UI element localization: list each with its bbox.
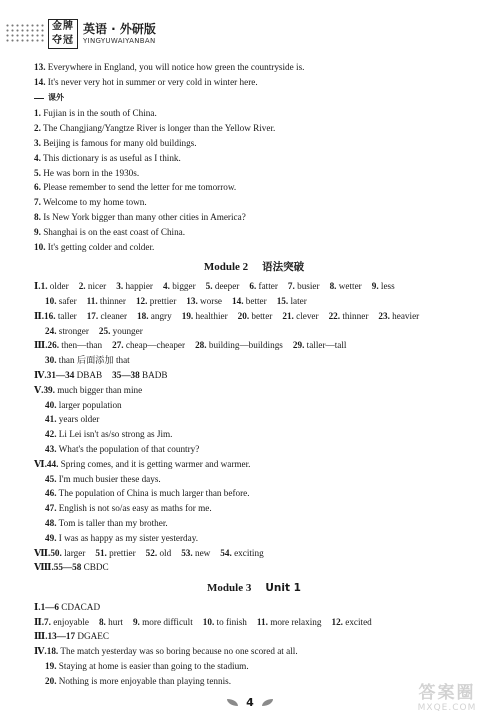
- answer-text: fatter: [258, 281, 278, 292]
- answer-line: [34, 136, 474, 151]
- question-number: 8.: [329, 281, 337, 292]
- answer-text: than 后面添加 that: [58, 355, 130, 366]
- item-number: 5.: [34, 167, 41, 178]
- answer-text: better: [245, 295, 267, 306]
- answer-line: [34, 457, 474, 472]
- question-number: 44.: [46, 458, 59, 469]
- answer-text: angry: [150, 310, 172, 321]
- answer-text: much bigger than mine: [57, 384, 143, 395]
- answer-text: The population of China is much larger than before.: [58, 488, 250, 499]
- answer-line: [34, 629, 474, 644]
- answer-text: BADB: [141, 369, 168, 380]
- answer-text: taller—tall: [306, 340, 347, 351]
- question-number: 26.: [47, 340, 59, 351]
- answer-text: prettier: [109, 547, 136, 558]
- question-number: 7.: [287, 281, 295, 292]
- answer-text: later: [290, 295, 307, 306]
- module-subtitle: Unit 1: [265, 582, 301, 595]
- question-number: 23.: [378, 310, 390, 321]
- answer-text: then—than: [61, 340, 103, 351]
- answer-line: [34, 121, 474, 136]
- brand-logo: [48, 19, 78, 49]
- section-numeral: Ⅰ.: [34, 281, 41, 292]
- answer-line: [34, 324, 474, 339]
- item-number: 1.: [34, 108, 41, 119]
- answer-text: deeper: [214, 281, 240, 292]
- question-number: 6.: [249, 281, 257, 292]
- answer-text: hurt: [108, 616, 123, 627]
- question-number: 48.: [45, 517, 57, 528]
- module-title-text: Module 2: [203, 261, 249, 274]
- question-number: 9.: [132, 616, 140, 627]
- question-number: 12.: [331, 616, 343, 627]
- answer-line: [34, 486, 474, 501]
- answer-text: larger population: [58, 399, 122, 410]
- question-number: 20.: [237, 310, 250, 321]
- answer-text: older: [49, 281, 69, 292]
- answer-line: [34, 472, 474, 487]
- answer-text: happier: [125, 281, 153, 292]
- answer-line: [34, 294, 474, 309]
- question-number: 19.: [181, 310, 194, 321]
- watermark-line2: MXQE.COM: [417, 703, 477, 713]
- question-number: 11.: [86, 295, 98, 306]
- section-numeral: Ⅷ.: [34, 562, 54, 573]
- question-number: 27.: [112, 340, 124, 351]
- site-watermark: [400, 683, 494, 719]
- answer-line: [34, 151, 474, 166]
- answer-line: [34, 615, 474, 630]
- answer-text: wetter: [338, 281, 362, 292]
- answer-text: more relaxing: [270, 616, 322, 627]
- answer-text: old: [159, 547, 172, 558]
- section-numeral: Ⅲ.: [34, 340, 48, 351]
- answer-line: [34, 309, 474, 324]
- extracurricular-heading: [34, 91, 474, 106]
- item-text: Beijing is famous for many old buildings.: [43, 137, 197, 148]
- answer-text: exciting: [234, 547, 264, 558]
- question-number: 15.: [276, 295, 289, 306]
- extracurricular-label: 课外: [48, 92, 64, 102]
- answer-text: younger: [112, 325, 143, 336]
- answer-text: more difficult: [142, 616, 193, 627]
- question-number: 45.: [45, 473, 57, 484]
- question-number: 24.: [45, 325, 57, 336]
- answer-line: [34, 353, 474, 368]
- item-text: Please remember to send the letter for me tomorrow.: [43, 182, 237, 193]
- answer-line: [34, 427, 474, 442]
- answer-text: The match yesterday was so boring because no one scored at all.: [60, 646, 298, 657]
- answer-line: [34, 644, 474, 659]
- section-numeral: Ⅶ.: [34, 547, 51, 558]
- item-text: Welcome to my home town.: [43, 197, 147, 208]
- answer-line: [34, 166, 474, 181]
- answer-text: What's the population of that country?: [58, 443, 200, 454]
- answer-text: nicer: [87, 281, 107, 292]
- answer-text: worse: [200, 295, 222, 306]
- question-number: 16.: [44, 310, 56, 321]
- answer-text: Tom is taller than my brother.: [58, 517, 168, 528]
- question-number: 10.: [202, 616, 215, 627]
- answer-line: [34, 279, 474, 294]
- answer-line: [34, 560, 474, 575]
- dot-pattern-decoration: [5, 23, 45, 43]
- item-text: Fujian is in the south of China.: [43, 108, 157, 119]
- question-number: 19.: [45, 661, 57, 672]
- question-number: 17.: [86, 310, 99, 321]
- section-numeral: Ⅲ.: [34, 631, 48, 642]
- question-number: 21.: [282, 310, 294, 321]
- question-number: 22.: [328, 310, 341, 321]
- question-number: 9.: [371, 281, 379, 292]
- item-text: It's never very hot in summer or very cold in winter here.: [47, 76, 258, 87]
- answer-line: [34, 398, 474, 413]
- answer-text: prettier: [149, 295, 177, 306]
- leaf-left-icon: [227, 699, 238, 706]
- answer-text: Staying at home is easier than going to the stadium.: [58, 661, 249, 672]
- answer-text: busier: [297, 281, 320, 292]
- answer-line: [34, 546, 474, 561]
- question-number: 7.: [44, 616, 51, 627]
- item-text: The Changjiang/Yangtze River is longer than the Yellow River.: [43, 123, 276, 134]
- page-number: 4: [246, 695, 254, 709]
- question-number: 43.: [45, 443, 57, 454]
- item-number: 2.: [34, 123, 41, 134]
- answer-text: CDACAD: [61, 601, 101, 612]
- answer-content: [34, 60, 474, 689]
- answer-text: years older: [58, 414, 100, 425]
- section-numeral: Ⅴ.: [34, 384, 44, 395]
- answer-text: healthier: [195, 310, 228, 321]
- question-number: 41.: [45, 414, 57, 425]
- answer-text: cheap—cheaper: [125, 340, 186, 351]
- answer-text: less: [380, 281, 395, 292]
- answer-text: heavier: [392, 310, 420, 321]
- question-number: 18.: [46, 646, 59, 657]
- answer-line: [34, 442, 474, 457]
- answer-line: [34, 338, 474, 353]
- item-number: 14.: [34, 76, 46, 87]
- answer-text: new: [194, 547, 211, 558]
- question-number: 11.: [256, 616, 268, 627]
- logo-bottom-text: 夺冠: [52, 35, 74, 46]
- section-numeral: Ⅱ.: [34, 310, 45, 321]
- section-numeral: Ⅱ.: [34, 616, 45, 627]
- answer-text: I was as happy as my sister yesterday.: [58, 532, 199, 543]
- question-number: 18.: [137, 310, 149, 321]
- question-number: 1—6: [40, 601, 59, 612]
- section-numeral: Ⅰ.: [34, 601, 41, 612]
- answer-line: [34, 383, 474, 398]
- item-text: This dictionary is as useful as I think.: [43, 152, 181, 163]
- item-text: Everywhere in England, you will notice how green the countryside is.: [47, 62, 305, 72]
- module-title: [34, 260, 474, 275]
- answer-text: excited: [345, 616, 372, 627]
- question-number: 28.: [195, 340, 207, 351]
- question-number: 55—58: [53, 562, 82, 573]
- logo-top-text: 金牌: [52, 21, 74, 32]
- item-text: He was born in the 1930s.: [43, 167, 140, 178]
- answer-line: [34, 600, 474, 615]
- answer-text: Nothing is more enjoyable than playing tennis.: [58, 675, 232, 686]
- item-text: It's getting colder and colder.: [47, 241, 155, 252]
- question-number: 8.: [98, 616, 106, 627]
- item-number: 9.: [34, 226, 41, 237]
- item-number: 13.: [34, 62, 46, 72]
- answer-text: thinner: [99, 295, 126, 306]
- answer-text: stronger: [58, 325, 89, 336]
- item-number: 10.: [34, 241, 46, 252]
- question-number: 31—34: [46, 369, 75, 380]
- answer-text: safer: [58, 295, 77, 306]
- item-text: Is New York bigger than many other cities in America?: [43, 211, 246, 222]
- question-number: 53.: [181, 547, 193, 558]
- module-title: [34, 581, 474, 596]
- answer-line: [34, 501, 474, 516]
- question-number: 29.: [292, 340, 305, 351]
- answer-line: [34, 195, 474, 210]
- answer-text: Li Lei isn't as/so strong as Jim.: [58, 429, 173, 440]
- question-number: 50.: [50, 547, 62, 558]
- item-text: Shanghai is on the east coast of China.: [43, 226, 186, 237]
- question-number: 51.: [95, 547, 107, 558]
- section-numeral: Ⅳ.: [34, 646, 47, 657]
- question-number: 52.: [145, 547, 158, 558]
- answer-line: [34, 659, 474, 674]
- question-number: 14.: [232, 295, 244, 306]
- item-number: 3.: [34, 137, 41, 148]
- answer-line: [34, 180, 474, 195]
- question-number: 30.: [45, 355, 57, 366]
- question-number: 49.: [45, 532, 57, 543]
- question-number: 20.: [45, 675, 57, 686]
- item-number: 4.: [34, 152, 41, 163]
- answer-line: [34, 516, 474, 531]
- item-number: 7.: [34, 197, 41, 208]
- answer-text: enjoyable: [53, 616, 89, 627]
- answer-text: larger: [64, 547, 86, 558]
- question-number: 12.: [135, 295, 148, 306]
- answer-line: [34, 368, 474, 383]
- page-header: [0, 0, 500, 60]
- module-title-text: Module 3: [207, 582, 252, 595]
- series-pinyin: YINGYUWAIYANBAN: [83, 37, 156, 45]
- answer-line: [34, 210, 474, 225]
- question-number: 4.: [163, 281, 170, 292]
- answer-text: cleaner: [100, 310, 128, 321]
- item-number: 6.: [34, 182, 41, 193]
- pen-icon: [34, 90, 44, 99]
- answer-text: bigger: [172, 281, 196, 292]
- leaf-right-icon: [262, 699, 273, 706]
- question-number: 13—17: [47, 631, 76, 642]
- answer-text: CBDC: [83, 562, 109, 573]
- question-number: 25.: [98, 325, 111, 336]
- answer-line: [34, 225, 474, 240]
- question-number: 39.: [43, 384, 55, 395]
- answer-text: DGAEC: [77, 631, 110, 642]
- answer-text: English is not so/as easy as maths for me.: [58, 503, 212, 514]
- answer-text: building—buildings: [208, 340, 283, 351]
- question-number: 47.: [45, 503, 57, 514]
- question-number: 42.: [45, 429, 57, 440]
- answer-text: better: [251, 310, 273, 321]
- answer-text: clever: [296, 310, 319, 321]
- answer-line: [34, 60, 474, 75]
- answer-line: [34, 531, 474, 546]
- question-number: 40.: [45, 399, 57, 410]
- item-number: 8.: [34, 211, 41, 222]
- question-number: 10.: [45, 295, 57, 306]
- answer-line: [34, 106, 474, 121]
- question-number: 46.: [45, 488, 57, 499]
- module-subtitle: 语法突破: [262, 261, 305, 274]
- series-title: 英语 · 外研版: [83, 22, 156, 36]
- answer-text: taller: [57, 310, 77, 321]
- question-number: 5.: [205, 281, 213, 292]
- answer-text: thinner: [342, 310, 369, 321]
- question-number: 2.: [78, 281, 86, 292]
- section-numeral: Ⅳ.: [34, 369, 47, 380]
- question-number: 13.: [186, 295, 198, 306]
- section-numeral: Ⅵ.: [34, 458, 47, 469]
- answer-text: DBAB: [76, 369, 103, 380]
- question-number: 3.: [116, 281, 124, 292]
- question-number: 1.: [40, 281, 48, 292]
- answer-text: to finish: [216, 616, 247, 627]
- question-number: 54.: [220, 547, 232, 558]
- answer-text: I'm much busier these days.: [58, 473, 161, 484]
- answer-line: [34, 412, 474, 427]
- question-number: 35—38: [112, 369, 140, 380]
- answer-line: [34, 240, 474, 255]
- answer-text: Spring comes, and it is getting warmer and warmer.: [60, 458, 251, 469]
- watermark-line1: 答案圈: [418, 683, 476, 703]
- answer-line: [34, 75, 474, 90]
